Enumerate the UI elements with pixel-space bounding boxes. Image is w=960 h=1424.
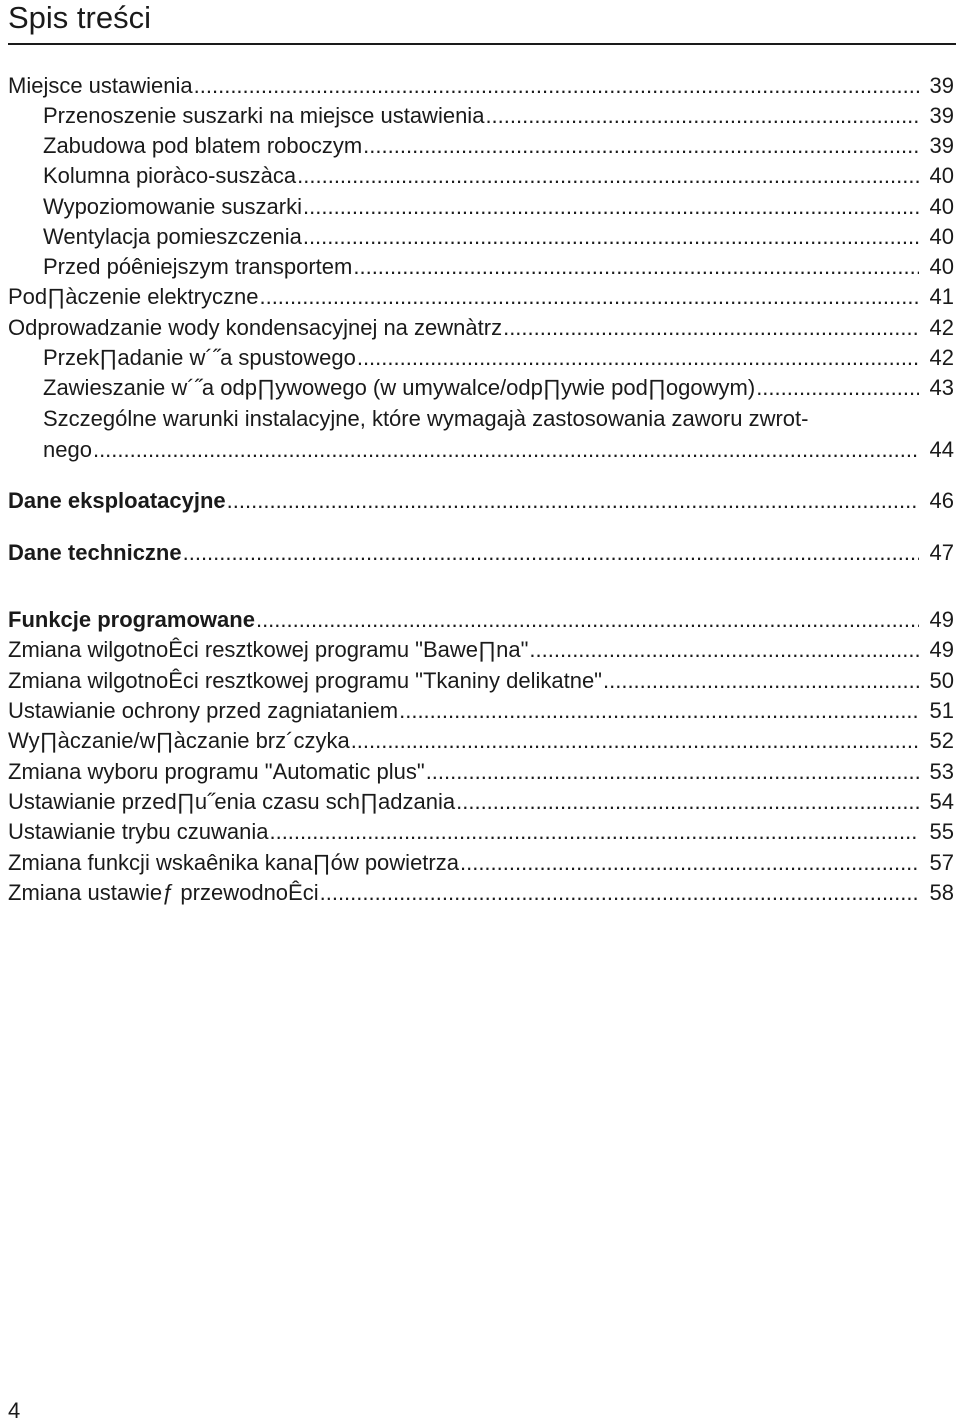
toc-leader-dots [529,636,919,664]
toc-entry[interactable] [43,132,954,160]
toc-entry-page: 44 [929,437,954,462]
toc-leader-dots [194,72,919,100]
toc-leader-dots [456,788,919,816]
toc-entry-title: Przenoszenie suszarki na miejsce ustawienia [43,103,485,128]
toc-leader-dots [351,727,919,755]
toc-entry-page: 55 [929,819,954,844]
toc-entry[interactable] [43,344,954,372]
toc-entry-title: nego [43,437,92,462]
toc-entry-page: 39 [929,73,954,98]
toc-entry-title: Ustawianie przed∏u˝enia czasu sch∏adzania [8,789,456,814]
toc-leader-dots [353,253,919,281]
toc-entry-page: 42 [929,345,954,370]
toc-entry[interactable] [43,436,954,464]
toc-leader-dots [227,487,919,515]
toc-entry[interactable] [8,758,954,786]
toc-entry[interactable] [8,283,954,311]
toc-leader-dots [363,132,919,160]
toc-entry[interactable] [43,405,954,433]
toc-entry-page: 54 [929,789,954,814]
toc-entry-page: 40 [929,163,954,188]
toc-entry[interactable] [8,72,954,100]
toc-entry[interactable] [43,162,954,190]
toc-entry[interactable] [43,223,954,251]
toc-entry[interactable] [43,193,954,221]
toc-entry[interactable] [8,879,954,907]
toc-entry[interactable] [8,697,954,725]
toc-entry-page: 43 [929,375,954,400]
toc-entry-title: Zmiana wilgotnoÊci resztkowej programu "Bawe∏na" [8,637,529,662]
toc-entry-page: 53 [929,759,954,784]
toc-entry-title: Zabudowa pod blatem roboczym [43,133,363,158]
toc-entry-page: 51 [929,698,954,723]
toc-leader-dots [303,193,919,221]
toc-leader-dots [426,758,919,786]
toc-entry[interactable] [8,727,954,755]
toc-entry-page: 40 [929,194,954,219]
toc-entry-title: Ustawianie ochrony przed zagniataniem [8,698,399,723]
toc-entry-title: Kolumna pioràco-suszàca [43,163,297,188]
toc-entry-title: Zawieszanie w´˝a odp∏ywowego (w umywalce/odp∏ywie pod∏ogowym) [43,375,756,400]
toc-entry[interactable] [8,788,954,816]
toc-section-entry[interactable] [8,539,954,567]
toc-leader-dots [357,344,919,372]
toc-leader-dots [320,879,919,907]
toc-leader-dots [297,162,919,190]
toc-entry-page: 42 [929,315,954,340]
toc-entry-page: 49 [929,607,954,632]
toc-entry[interactable] [8,818,954,846]
toc-entry-page: 49 [929,637,954,662]
toc-entry-page: 57 [929,850,954,875]
toc-section-entry[interactable] [8,606,954,634]
toc-entry-title: Przek∏adanie w´˝a spustowego [43,345,356,370]
toc-entry-title: Dane techniczne [8,540,182,565]
toc-entry-title: Szczególne warunki instalacyjne, które wymagajà zastosowania zaworu zwrot- [43,406,809,431]
toc-leader-dots [460,849,919,877]
toc-entry[interactable] [43,102,954,130]
toc-entry-title: Przed póêniejszym transportem [43,254,353,279]
toc-entry-title: Zmiana wyboru programu "Automatic plus" [8,759,425,784]
toc-entry-title: Odprowadzanie wody kondensacyjnej na zewnàtrz [8,315,503,340]
toc-entry-page: 52 [929,728,954,753]
toc-entry-page: 47 [929,540,954,565]
toc-leader-dots [93,436,919,464]
toc-entry-title: Miejsce ustawienia [8,73,193,98]
toc-entry-title: Zmiana funkcji wskaênika kana∏ów powietrza [8,850,459,875]
toc-entry[interactable] [8,314,954,342]
toc-entry[interactable] [8,667,954,695]
toc-entry[interactable] [8,849,954,877]
toc-leader-dots [503,314,919,342]
toc-leader-dots [256,606,919,634]
toc-entry-title: Funkcje programowane [8,607,255,632]
toc-entry-page: 40 [929,224,954,249]
page-title: Spis treści [8,0,151,35]
toc-leader-dots [756,374,919,402]
toc-entry-page: 39 [929,103,954,128]
toc-entry-title: Wentylacja pomieszczenia [43,224,302,249]
toc-section-entry[interactable] [8,487,954,515]
toc-leader-dots [303,223,919,251]
toc-entry-title: Wypoziomowanie suszarki [43,194,303,219]
toc-entry-title: Ustawianie trybu czuwania [8,819,269,844]
toc-entry-title: Wy∏àczanie/w∏àczanie brz´czyka [8,728,350,753]
toc-leader-dots [485,102,919,130]
toc-leader-dots [603,667,919,695]
toc-entry-page: 41 [929,284,954,309]
toc-leader-dots [399,697,919,725]
toc-entry-page: 50 [929,668,954,693]
toc-entry-page: 58 [929,880,954,905]
toc-leader-dots [269,818,919,846]
toc-entry-page: 40 [929,254,954,279]
toc-entry-title: Zmiana wilgotnoÊci resztkowej programu "Tkaniny delikatne" [8,668,602,693]
toc-entry-page: 46 [929,488,954,513]
page-number: 4 [8,1398,21,1423]
toc-entry[interactable] [8,636,954,664]
toc-entry-title: Dane eksploatacyjne [8,488,226,513]
toc-entry-title: Pod∏àczenie elektryczne [8,284,259,309]
toc-entry[interactable] [43,253,954,281]
toc-entry[interactable] [43,374,954,402]
toc-leader-dots [183,539,919,567]
toc-entry-title: Zmiana ustawieƒ przewodnoÊci [8,880,319,905]
toc-entry-page: 39 [929,133,954,158]
toc-leader-dots [259,283,919,311]
